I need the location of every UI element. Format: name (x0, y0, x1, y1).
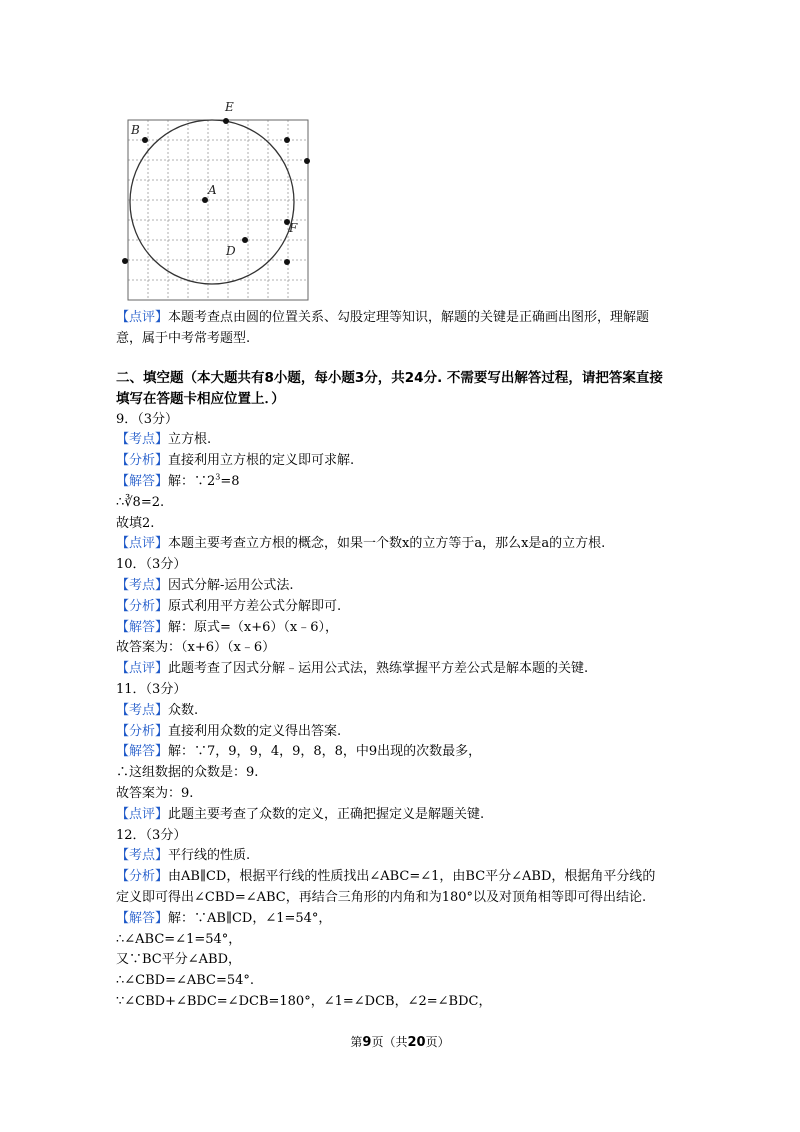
review-text-2: 意，属于中考常考题型. (116, 330, 251, 346)
grid-border (128, 120, 308, 300)
content (116, 308, 696, 1013)
q11-fenxi-text: 直接利用众数的定义得出答案. (168, 723, 342, 739)
jieda-tag: 【解答】 (116, 744, 169, 760)
q11-line-2: 故答案为：9. (116, 785, 194, 801)
point-dot (202, 197, 208, 203)
q9-kaodian (116, 430, 696, 451)
q9-jieda-sup: 3 (215, 472, 221, 482)
kaodian-tag: 【考点】 (116, 702, 169, 718)
q12-header: 12．（3分） (116, 827, 187, 843)
q9-line-1: ∴∛8=2. (116, 494, 165, 510)
q9-jieda-post: =8 (220, 473, 240, 489)
review-line-2 (116, 329, 696, 350)
point-label-b: B (131, 123, 140, 137)
q9-fenxi-text: 直接利用立方根的定义即可求解. (168, 453, 355, 469)
section-heading-2: 填写在答题卡相应位置上．） (116, 390, 285, 407)
q12-fenxi (116, 867, 696, 888)
q9-jieda-pre: 解：∵2 (168, 473, 216, 489)
dianping-tag: 【点评】 (116, 806, 169, 822)
q12-line-4: ∵∠CBD+∠BDC=∠DCB=180°，∠1=∠DCB，∠2=∠BDC， (116, 993, 492, 1009)
q12-line-1: ∴∠ABC=∠1=54°， (116, 931, 242, 947)
circle (130, 120, 294, 284)
review-text: 本题考查点由圆的位置关系、勾股定理等知识，解题的关键是正确画出图形，理解题 (168, 310, 650, 325)
q9-dianping-text: 本题主要考查立方根的概念，如果一个数x的立方等于a，那么x是a的立方根. (168, 536, 606, 552)
fenxi-tag: 【分析】 (116, 723, 169, 739)
footer-total-pages: 20 (407, 1035, 426, 1050)
jieda-tag: 【解答】 (116, 910, 169, 926)
q9-dianping (116, 534, 696, 555)
footer-pre: 第 (350, 1035, 363, 1049)
point-dot (242, 237, 248, 243)
dashed-grid (128, 120, 308, 300)
q10-header: 10．（3分） (116, 557, 187, 573)
kaodian-tag: 【考点】 (116, 848, 169, 864)
q10-line-1: 故答案为：（x+6）（x﹣6） (116, 640, 276, 656)
point-dot (284, 137, 290, 143)
point-label-f: F (289, 221, 298, 235)
q12-kaodian-text: 平行线的性质. (168, 848, 251, 864)
jieda-tag: 【解答】 (116, 619, 169, 635)
q11-jieda-text: 解：∵7，9，9，4，9，8，8，中9出现的次数最多， (168, 744, 482, 760)
q12-kaodian (116, 846, 696, 867)
dianping-tag: 【点评】 (116, 536, 169, 552)
page-footer (0, 1033, 800, 1050)
q12-line-3: ∴∠CBD=∠ABC=54°. (116, 973, 255, 989)
q12-line-2: 又∵BC平分∠ABD， (116, 952, 241, 968)
q10-fenxi (116, 597, 696, 618)
fenxi-tag: 【分析】 (116, 869, 169, 885)
q10-kaodian-text: 因式分解-运用公式法. (168, 577, 294, 593)
figure-labels (130, 100, 298, 258)
kaodian-tag: 【考点】 (116, 432, 169, 448)
q11-fenxi (116, 722, 696, 743)
q12-jieda (116, 909, 696, 930)
point-label-d: D (226, 244, 236, 258)
fenxi-tag: 【分析】 (116, 598, 169, 614)
dianping-tag: 【点评】 (116, 661, 169, 677)
q11-jieda (116, 742, 696, 763)
q10-jieda-text: 解：原式=（x+6）（x﹣6）， (168, 619, 339, 635)
point-dot (122, 258, 128, 264)
point-dot (304, 158, 310, 164)
footer-post: 页） (425, 1035, 450, 1049)
q11-dianping (116, 805, 696, 826)
point-label-e: E (225, 100, 234, 114)
figure-svg (118, 98, 318, 304)
q10-fenxi-text: 原式利用平方差公式分解即可. (168, 598, 342, 614)
point-label-a: A (208, 183, 217, 197)
q11-dianping-text: 此题主要考查了众数的定义，正确把握定义是解题关键. (168, 806, 485, 822)
q11-line-1: ∴这组数据的众数是：9. (116, 765, 259, 781)
q12-fenxi-2: 定义即可得出∠CBD=∠ABC，再结合三角形的内角和为180°以及对顶角相等即可得出结论. (116, 889, 647, 905)
circle-grid-figure (118, 98, 318, 304)
footer-mid: 页（共 (371, 1035, 408, 1049)
q9-header: 9．（3分） (116, 411, 179, 427)
jieda-tag: 【解答】 (116, 473, 169, 489)
q10-dianping (116, 659, 696, 680)
q9-line-2: 故填2. (116, 515, 155, 531)
q9-kaodian-text: 立方根. (168, 432, 212, 448)
q10-dianping-text: 此题考查了因式分解﹣运用公式法，熟练掌握平方差公式是解本题的关键. (168, 661, 589, 677)
point-dot (284, 259, 290, 265)
q10-jieda (116, 618, 696, 639)
q11-header: 11．（3分） (116, 681, 187, 697)
footer-page-number: 9 (362, 1035, 372, 1050)
point-dot (223, 118, 229, 124)
point-dot (142, 137, 148, 143)
kaodian-tag: 【考点】 (116, 577, 169, 593)
fenxi-tag: 【分析】 (116, 453, 169, 469)
review-line (116, 308, 696, 329)
q11-kaodian-text: 众数. (168, 702, 199, 718)
q9-jieda (116, 472, 696, 493)
section-heading: 二、填空题（本大题共有8小题，每小题3分，共24分. 不需要写出解答过程，请把答案直接 (116, 369, 663, 386)
q10-kaodian (116, 576, 696, 597)
q12-jieda-text: 解：∵AB∥CD，∠1=54°， (168, 910, 332, 926)
q12-fenxi-text: 由AB∥CD，根据平行线的性质找出∠ABC=∠1，由BC平分∠ABD，根据角平分线的 (168, 869, 656, 885)
dianping-tag: 【点评】 (116, 310, 169, 325)
q9-fenxi (116, 451, 696, 472)
q11-kaodian (116, 701, 696, 722)
